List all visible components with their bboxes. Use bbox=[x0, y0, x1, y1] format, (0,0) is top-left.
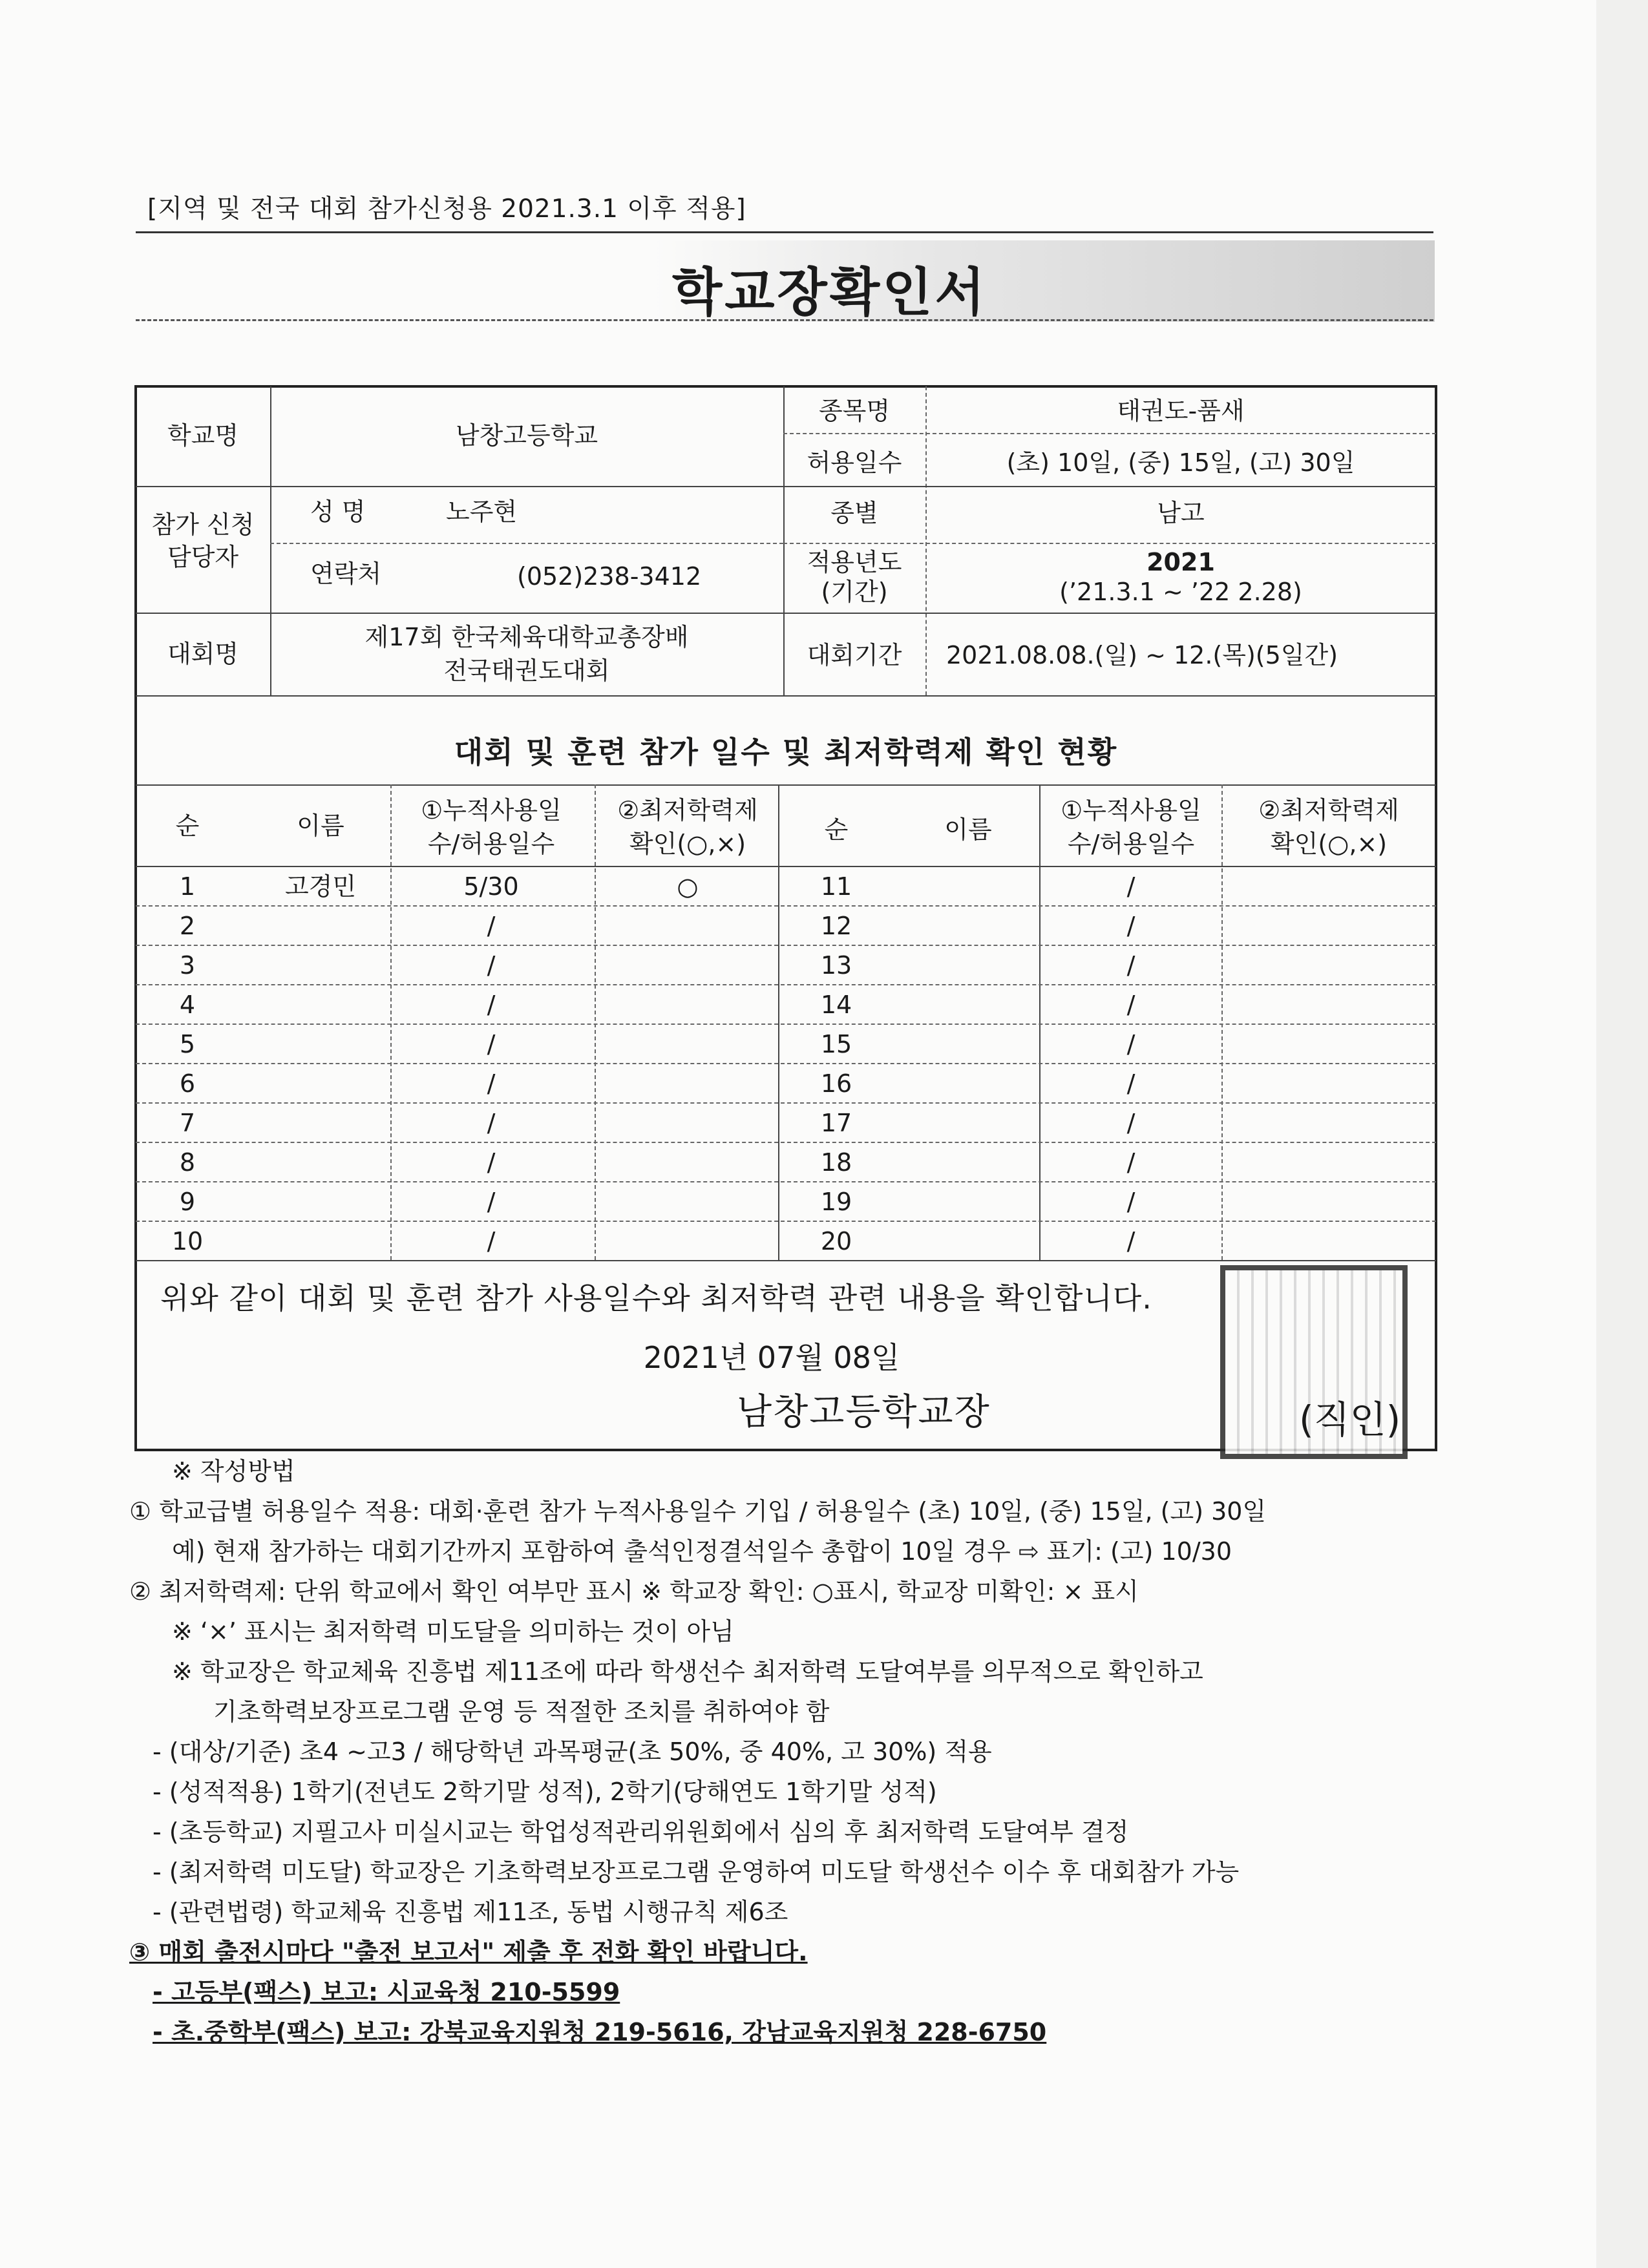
grid-line bbox=[136, 613, 1436, 614]
note-line: ① 학교급별 허용일수 적용: 대회·훈련 참가 누적사용일수 기입 / 허용일수 (초) 10일, (중) 15일, (고) 30일 bbox=[129, 1497, 1267, 1526]
row-days: / bbox=[1126, 872, 1136, 901]
col-name-r: 이름 bbox=[944, 815, 992, 844]
grid-line bbox=[270, 543, 783, 544]
title-rule bbox=[136, 319, 1433, 321]
col-days-r-2: 수/허용일수 bbox=[1067, 830, 1195, 858]
row-no: 19 bbox=[820, 1188, 852, 1216]
row-no: 10 bbox=[171, 1227, 204, 1255]
allowed-value: (초) 10일, (중) 15일, (고) 30일 bbox=[1006, 448, 1355, 477]
row-line bbox=[136, 945, 1436, 946]
page-title: 학교장확인서 bbox=[672, 262, 988, 322]
row-days: / bbox=[1126, 1148, 1136, 1177]
row-name: 고경민 bbox=[284, 872, 357, 901]
row-days: / bbox=[1126, 991, 1136, 1019]
grid-line bbox=[783, 433, 1436, 434]
row-no: 7 bbox=[179, 1109, 196, 1137]
row-check: ○ bbox=[677, 872, 699, 901]
row-line bbox=[136, 1142, 1436, 1143]
row-no: 8 bbox=[179, 1148, 196, 1177]
row-days: 5/30 bbox=[463, 872, 519, 901]
col-check-r-2: 확인(○,×) bbox=[1270, 830, 1388, 858]
meet-name: 제17회 한국체육대학교총장배 bbox=[364, 623, 689, 651]
header-note: [지역 및 전국 대회 참가신청용 2021.3.1 이후 적용] bbox=[147, 194, 746, 224]
grid-line bbox=[136, 695, 1436, 697]
note-line: - (최저학력 미도달) 학교장은 기초학력보장프로그램 운영하여 미도달 학생선수 이수 후 대회참가 가능 bbox=[153, 1858, 1240, 1886]
period-label: 대회기간 bbox=[807, 641, 902, 669]
note-line: - (관련법령) 학교체육 진흥법 제11조, 동법 시행규칙 제6조 bbox=[153, 1898, 788, 1926]
year-label-2: (기간) bbox=[821, 578, 888, 606]
row-line bbox=[136, 984, 1436, 985]
year-value: 2021 bbox=[1146, 548, 1215, 576]
row-line bbox=[136, 905, 1436, 907]
section-title: 대회 및 훈련 참가 일수 및 최저학력제 확인 현황 bbox=[454, 735, 1118, 770]
row-no: 3 bbox=[179, 951, 196, 980]
col-check: ②최저학력제 bbox=[617, 796, 758, 824]
report-notice: ③ 매회 출전시마다 "출전 보고서" 제출 후 전화 확인 바랍니다. bbox=[129, 1938, 808, 1966]
event-value: 태권도-품새 bbox=[1117, 397, 1245, 425]
signer-name: 남창고등학교장 bbox=[737, 1391, 991, 1433]
row-days: / bbox=[487, 912, 496, 940]
division-label: 종별 bbox=[830, 499, 878, 527]
row-no: 13 bbox=[820, 951, 852, 980]
row-no: 20 bbox=[820, 1227, 852, 1255]
header-rule bbox=[136, 231, 1433, 233]
col-check-2: 확인(○,×) bbox=[629, 830, 746, 858]
row-no: 2 bbox=[179, 912, 196, 940]
row-days: / bbox=[1126, 912, 1136, 940]
row-days: / bbox=[487, 991, 496, 1019]
grid-line bbox=[595, 784, 596, 1260]
grid-line bbox=[783, 543, 1436, 544]
meet-label: 대회명 bbox=[167, 640, 239, 668]
col-name: 이름 bbox=[297, 812, 344, 840]
note-line: - (성적적용) 1학기(전년도 2학기말 성적), 2학기(당해연도 1학기말 성적) bbox=[153, 1778, 937, 1806]
row-no: 4 bbox=[179, 991, 196, 1019]
row-no: 16 bbox=[820, 1069, 852, 1098]
report-elem-middle: - 초.중학부(팩스) 보고: 강북교육지원청 219-5616, 강남교육지원청 228-6750 bbox=[153, 2018, 1047, 2046]
division-value: 남고 bbox=[1157, 499, 1205, 527]
col-no-r: 순 bbox=[824, 815, 849, 844]
row-line bbox=[136, 1221, 1436, 1222]
col-days-2: 수/허용일수 bbox=[427, 830, 555, 858]
year-period: (’21.3.1 ~ ’22 2.28) bbox=[1059, 578, 1302, 606]
grid-line bbox=[136, 486, 1436, 487]
contact-value: (052)238-3412 bbox=[517, 562, 702, 591]
name-value: 노주현 bbox=[446, 498, 518, 526]
grid-line bbox=[136, 1260, 1436, 1261]
grid-line bbox=[270, 386, 271, 695]
grid-line bbox=[136, 784, 1436, 786]
school-value: 남창고등학교 bbox=[455, 421, 598, 450]
row-days: / bbox=[487, 1148, 496, 1177]
row-no: 15 bbox=[820, 1030, 852, 1058]
row-no: 12 bbox=[820, 912, 852, 940]
allowed-label: 허용일수 bbox=[807, 448, 902, 477]
note-line: ※ 학교장은 학교체육 진흥법 제11조에 따라 학생선수 최저학력 도달여부를 의무적으로 확인하고 bbox=[172, 1657, 1203, 1686]
contact-label: 연락처 bbox=[310, 560, 382, 588]
row-days: / bbox=[1126, 1030, 1136, 1058]
row-days: / bbox=[1126, 1227, 1136, 1255]
event-label: 종목명 bbox=[818, 397, 891, 425]
row-no: 18 bbox=[820, 1148, 852, 1177]
grid-line bbox=[136, 866, 1436, 867]
period-value: 2021.08.08.(일) ~ 12.(목)(5일간) bbox=[945, 641, 1338, 669]
grid-line bbox=[1039, 784, 1041, 1260]
row-no: 17 bbox=[820, 1109, 852, 1137]
name-label: 성 명 bbox=[310, 498, 366, 526]
row-days: / bbox=[487, 1069, 496, 1098]
note-line: 예) 현재 참가하는 대회기간까지 포함하여 출석인정결석일수 총합이 10일 경우 ⇨ 표기: (고) 10/30 bbox=[172, 1537, 1232, 1566]
manager-label: 참가 신청 bbox=[151, 510, 255, 539]
grid-line bbox=[1221, 784, 1223, 1260]
row-line bbox=[136, 1063, 1436, 1064]
row-line bbox=[136, 1181, 1436, 1182]
col-check-r: ②최저학력제 bbox=[1258, 796, 1399, 824]
note-line: 기초학력보장프로그램 운영 등 적절한 조치를 취하여야 함 bbox=[213, 1697, 830, 1726]
col-days-r: ①누적사용일 bbox=[1061, 796, 1201, 824]
row-no: 9 bbox=[179, 1188, 196, 1216]
note-line: ※ ‘×’ 표시는 최저학력 미도달을 의미하는 것이 아님 bbox=[172, 1617, 734, 1646]
row-days: / bbox=[1126, 951, 1136, 980]
confirm-statement: 위와 같이 대회 및 훈련 참가 사용일수와 최저학력 관련 내용을 확인합니다. bbox=[160, 1281, 1152, 1316]
row-days: / bbox=[1126, 1069, 1136, 1098]
row-days: / bbox=[487, 1109, 496, 1137]
row-days: / bbox=[487, 1227, 496, 1255]
row-line bbox=[136, 1024, 1436, 1025]
row-line bbox=[136, 1102, 1436, 1104]
row-no: 5 bbox=[179, 1030, 196, 1058]
row-no: 11 bbox=[820, 872, 852, 901]
row-days: / bbox=[487, 951, 496, 980]
row-no: 6 bbox=[179, 1069, 196, 1098]
notes-heading: ※ 작성방법 bbox=[172, 1457, 295, 1486]
row-days: / bbox=[487, 1030, 496, 1058]
manager-label-2: 담당자 bbox=[167, 543, 239, 571]
col-no: 순 bbox=[175, 812, 200, 840]
school-label: 학교명 bbox=[167, 421, 239, 450]
meet-name-2: 전국태권도대회 bbox=[443, 656, 610, 685]
note-line: - (초등학교) 지필고사 미실시교는 학업성적관리위원회에서 심의 후 최저학력 도달여부 결정 bbox=[153, 1818, 1129, 1846]
confirm-date: 2021년 07월 08일 bbox=[643, 1340, 900, 1375]
year-label: 적용년도 bbox=[807, 548, 902, 576]
col-days: ①누적사용일 bbox=[421, 796, 562, 824]
note-line: ② 최저학력제: 단위 학교에서 확인 여부만 표시 ※ 학교장 확인: ○표시, 학교장 미확인: × 표시 bbox=[129, 1577, 1139, 1606]
scan-edge bbox=[1596, 0, 1648, 2268]
row-days: / bbox=[487, 1188, 496, 1216]
table-divider bbox=[778, 784, 779, 1260]
row-no: 14 bbox=[820, 991, 852, 1019]
seal-mark: (직인) bbox=[1299, 1398, 1401, 1442]
note-line: - (대상/기준) 초4 ~고3 / 해당학년 과목평균(초 50%, 중 40%, 고 30%) 적용 bbox=[153, 1738, 992, 1766]
row-no: 1 bbox=[179, 872, 196, 901]
grid-line bbox=[390, 784, 392, 1260]
row-days: / bbox=[1126, 1188, 1136, 1216]
row-days: / bbox=[1126, 1109, 1136, 1137]
report-high-school: - 고등부(팩스) 보고: 시교육청 210-5599 bbox=[153, 1978, 620, 2006]
